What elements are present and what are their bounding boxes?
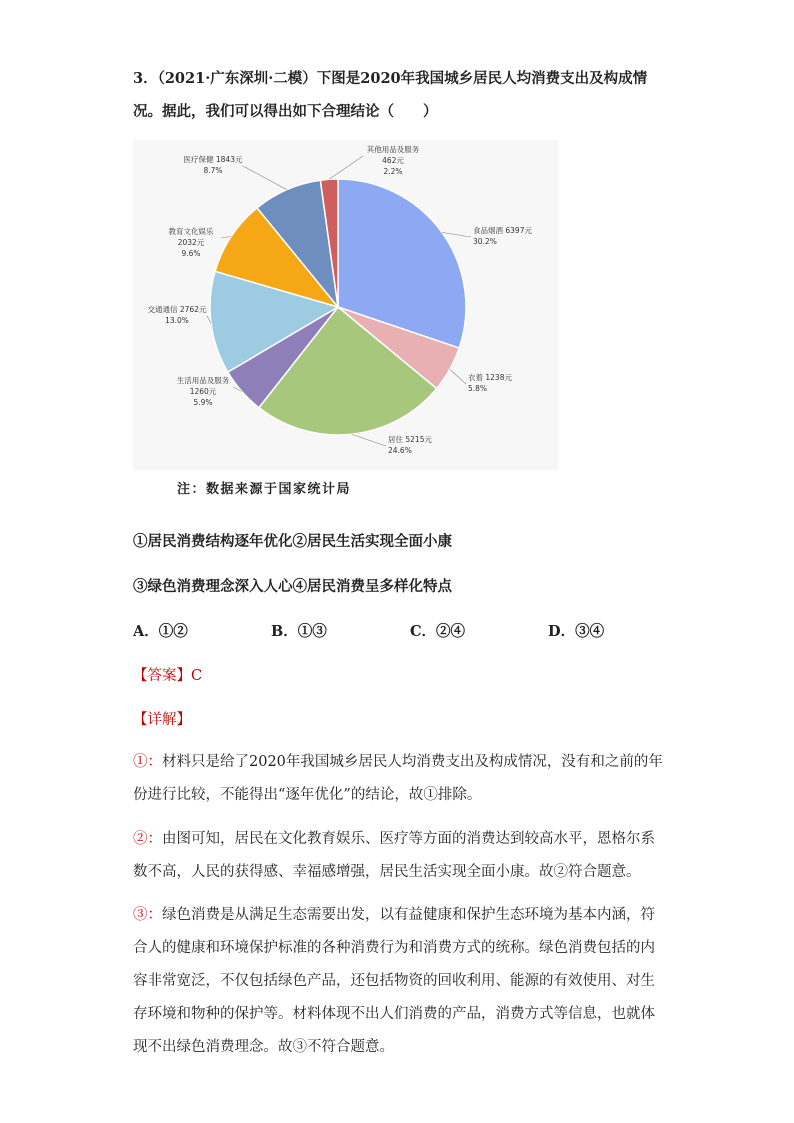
pie-label-5-line-2: 13.0% [165, 316, 189, 325]
pie-chart [133, 140, 558, 470]
pie-label-2-line-2: 5.8% [468, 384, 488, 393]
option-a[interactable]: A．①② [133, 623, 188, 640]
question-text: 3．（2021·广东深圳·二模）下图是2020年我国城乡居民人均消费支出及构成情况。据此，我们可以得出如下合理结论（ ） [133, 70, 648, 120]
pie-leader-line-8 [329, 156, 363, 179]
explanation-2-text: 由图可知，居民在文化教育娱乐、医疗等方面的消费达到较高水平，恩格尔系数不高，人民的获得感、幸福感增强，居民生活实现全面小康。故②符合题意。 [133, 831, 655, 880]
pie-label-2-line-1: 衣着 1238元 [468, 373, 512, 382]
explanation-2 [133, 823, 663, 889]
pie-chart-svg [133, 140, 558, 470]
pie-label-4-line-3: 5.9% [193, 398, 213, 407]
answer-label: 【答案】 [133, 668, 191, 684]
explanation-3 [133, 899, 663, 1064]
chart-source-note: 注：数据来源于国家统计局 [177, 482, 352, 497]
pie-label-6-line-2: 2032元 [177, 238, 205, 247]
pie-label-5-line-1: 交通通信 2762元 [147, 305, 207, 314]
pie-label-7-line-1: 医疗保健 1843元 [183, 155, 243, 164]
pie-label-3-line-2: 24.6% [388, 446, 412, 455]
answer [133, 664, 202, 685]
explanation-3-lead: ③： [133, 907, 162, 923]
pie-label-4-line-2: 1260元 [189, 387, 217, 396]
pie-leader-line-2 [450, 369, 466, 384]
explanation-3-text: 绿色消费是从满足生态需要出发，以有益健康和保护生态环境为基本内涵，符合人的健康和环境保护标准的各种消费行为和消费方式的统称。绿色消费包括的内容非常宽泛，不仅包括绿色产品，还包括物资的回收利用、能源的有效使用、对生存环境和物种的保护等。材料体现不出人们消费的产品，消费方式等信息，也就体现不出绿色消费理念。故③不符合题意。 [133, 907, 655, 1055]
option-d[interactable]: D．③④ [548, 623, 605, 640]
pie-label-1-line-1: 食品烟酒 6397元 [473, 226, 532, 235]
statements-line-2: ③绿色消费理念深入人心④居民消费呈多样化特点 [133, 578, 452, 595]
answer-value: C [191, 668, 203, 684]
explanation-1-text: 材料只是给了2020年我国城乡居民人均消费支出及构成情况，没有和之前的年份进行比较，不能得出“逐年优化”的结论，故①排除。 [133, 754, 663, 803]
pie-label-6-line-3: 9.6% [181, 249, 201, 258]
pie-label-3-line-1: 居住 5215元 [388, 435, 432, 444]
detail-label: 【详解】 [133, 712, 191, 728]
pie-label-8-line-1: 其他用品及服务 [366, 145, 420, 154]
pie-leader-line-7 [243, 166, 287, 190]
pie-label-6-line-1: 教育文化娱乐 [168, 227, 214, 236]
option-c[interactable]: C．②④ [410, 623, 466, 640]
pie-leader-line-1 [442, 232, 471, 237]
statements-line-1: ①居民消费结构逐年优化②居民生活实现全面小康 [133, 533, 452, 550]
explanation-2-lead: ②： [133, 831, 162, 847]
pie-label-8-line-2: 462元 [382, 156, 404, 165]
pie-label-7-line-2: 8.7% [203, 166, 223, 175]
explanation-1 [133, 746, 663, 812]
explanation-1-lead: ①： [133, 754, 162, 770]
pie-label-8-line-3: 2.2% [383, 167, 403, 176]
pie-leader-line-3 [352, 434, 386, 446]
option-b[interactable]: B．①③ [271, 623, 327, 640]
pie-label-1-line-2: 30.2% [473, 237, 497, 246]
pie-label-4-line-1: 生活用品及服务 [176, 376, 230, 385]
